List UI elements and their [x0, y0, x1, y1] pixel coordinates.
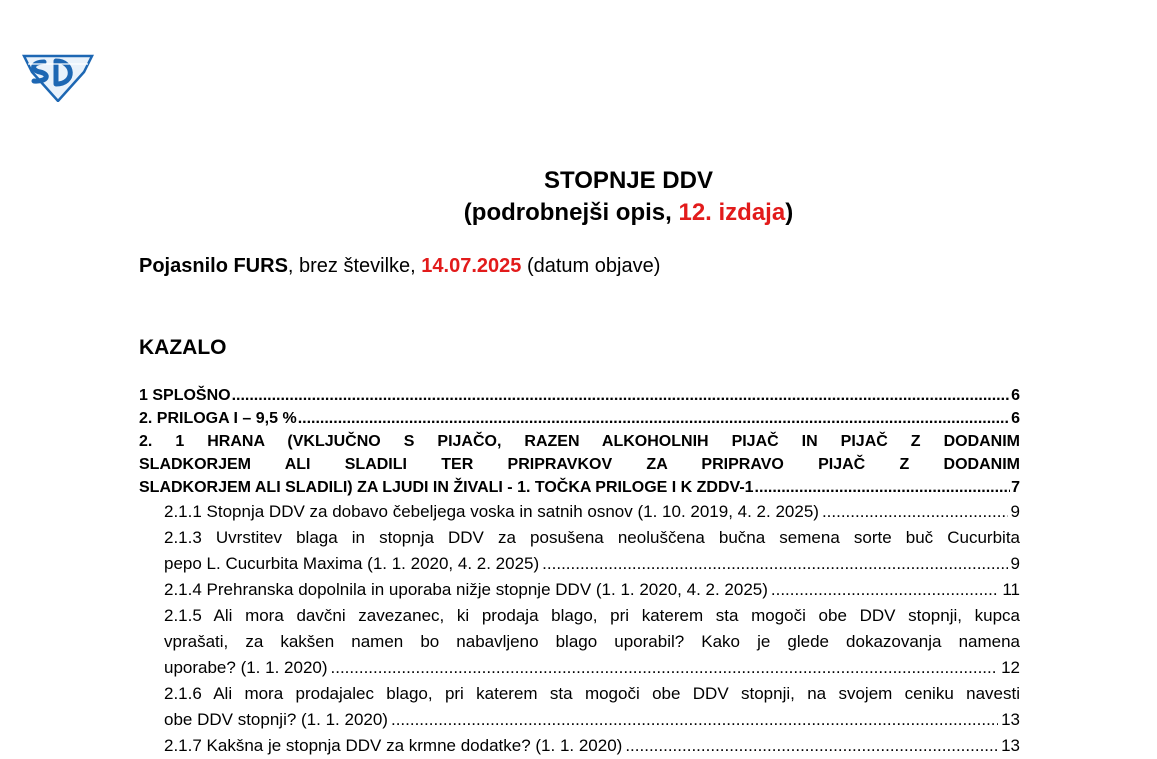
- toc-entry-priloga-i[interactable]: 2. PRILOGA I – 9,5 % ..... 6: [139, 407, 1020, 430]
- toc-entry-2-1-5[interactable]: 2.1.5 Ali mora davčni zavezanec, ki prodaja blago, pri katerem sta mogoči obe DDV stopnji, kupca vprašati, za kakšen namen bo nabavljeno blago uporabil? Kako je glede dokazovanja namena uporabe? (1. 1. 2020) ..... 12: [139, 603, 1020, 681]
- toc-entry-2-1-1[interactable]: 2.1.1 Stopnja DDV za dobavo čebeljega voska in satnih osnov (1. 10. 2019, 4. 2. 2025) ..... 9: [139, 499, 1020, 525]
- document-edition: (podrobnejši opis, 12. izdaja): [463, 199, 794, 226]
- sd-shield-logo-icon: [22, 50, 94, 102]
- edition-number: 12. izdaja: [678, 199, 786, 226]
- publish-date: 14.07.2025: [421, 255, 522, 277]
- toc-heading: KAZALO: [139, 336, 227, 359]
- table-of-contents: [139, 384, 1020, 759]
- toc-entry-splosno[interactable]: 1 SPLOŠNO ..... 6: [139, 384, 1020, 407]
- toc-entry-2-1-3[interactable]: 2.1.3 Uvrstitev blaga in stopnja DDV za posušena neoluščena bučna semena sorte buč Cucurbita pepo L. Cucurbita Maxima (1. 1. 2020, 4. 2. 2025) ..... 9: [139, 525, 1020, 577]
- document-source: Pojasnilo FURS, brez številke, 14.07.2025 (datum objave): [139, 255, 661, 277]
- toc-entry-2-1-6[interactable]: 2.1.6 Ali mora prodajalec blago, pri katerem sta mogoči obe DDV stopnji, na svojem ceniku navesti obe DDV stopnji? (1. 1. 2020) ..... 13: [139, 681, 1020, 733]
- toc-entry-2-1-7[interactable]: 2.1.7 Kakšna je stopnja DDV za krmne dodatke? (1. 1. 2020) ..... 13: [139, 733, 1020, 759]
- document-title: STOPNJE DDV: [544, 167, 713, 194]
- toc-entry-hrana[interactable]: 2. 1 HRANA (VKLJUČNO S PIJAČO, RAZEN ALKOHOLNIH PIJAČ IN PIJAČ Z DODANIM SLADKORJEM ALI SLADILI TER PRIPRAVKOV ZA PRIPRAVO PIJAČ Z DODANIM SLADKORJEM ALI SLADILI) ZA LJUDI IN ŽIVALI - 1. TOČKA PRILOGE I K ZDDV-1 ..... 7: [139, 430, 1020, 499]
- toc-entry-2-1-4[interactable]: 2.1.4 Prehranska dopolnila in uporaba nižje stopnje DDV (1. 1. 2020, 4. 2. 2025) ..... 11: [139, 577, 1020, 603]
